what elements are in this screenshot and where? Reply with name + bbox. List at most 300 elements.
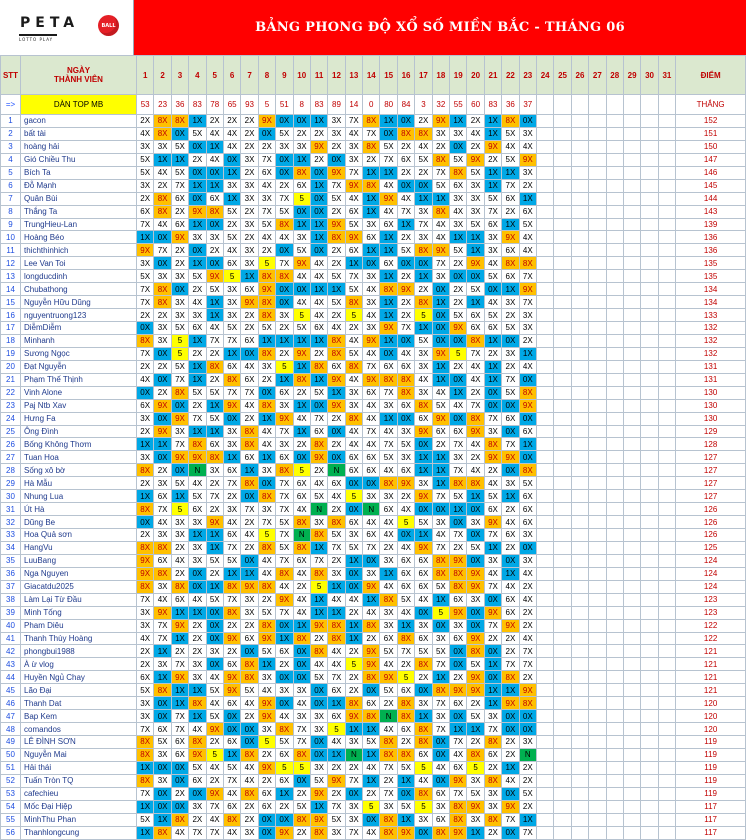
day-result-cell — [536, 412, 553, 425]
day-result-cell — [658, 671, 675, 684]
day-result-cell: 7X — [484, 723, 501, 736]
day-result-cell: 5X — [380, 684, 397, 697]
day-result-cell — [658, 813, 675, 826]
row-stt: 55 — [1, 813, 21, 826]
day-result-cell: 4X — [345, 127, 362, 140]
day-result-cell — [571, 606, 588, 619]
day-result-cell: 4X — [363, 309, 380, 322]
day-result-cell: 2X — [415, 283, 432, 296]
day-result-cell: 4X — [380, 205, 397, 218]
day-result-cell: 2X — [484, 632, 501, 645]
day-result-cell: 4X — [363, 347, 380, 360]
day-result-cell: 0X — [189, 580, 206, 593]
day-result-cell: 4X — [519, 231, 536, 244]
table-row — [1, 619, 746, 632]
day-result-cell: 5 — [345, 309, 362, 322]
day-result-cell: 3X — [380, 800, 397, 813]
member-score: 139 — [676, 218, 746, 231]
day-result-cell: 0X — [154, 761, 171, 774]
day-result-cell: 2X — [502, 503, 519, 516]
day-result-cell: 7X — [380, 386, 397, 399]
row-stt: 4 — [1, 153, 21, 166]
day-result-cell: 6X — [502, 606, 519, 619]
day-result-cell: 0X — [484, 645, 501, 658]
dan-top-result: THẮNG — [676, 95, 746, 115]
day-result-cell: 8X — [345, 296, 362, 309]
day-result-cell: 0X — [432, 619, 449, 632]
day-result-cell — [554, 477, 571, 490]
day-result-cell: 8X — [415, 399, 432, 412]
day-result-cell: 0X — [450, 645, 467, 658]
day-result-cell: 3X — [397, 425, 414, 438]
member-score: 119 — [676, 774, 746, 787]
day-result-cell: 3X — [171, 270, 188, 283]
day-result-cell: 3X — [345, 800, 362, 813]
day-result-cell: 1X — [137, 761, 154, 774]
day-result-cell: 3X — [189, 541, 206, 554]
day-result-cell — [554, 231, 571, 244]
day-result-cell: 1X — [380, 296, 397, 309]
member-name: MinhThu Phan — [21, 813, 137, 826]
member-name: Nhung Lua — [21, 490, 137, 503]
day-result-cell: 8X — [484, 736, 501, 749]
day-result-cell: 6X — [397, 464, 414, 477]
day-result-cell: 2X — [450, 283, 467, 296]
day-result-cell: 6X — [206, 192, 223, 205]
day-result-cell: 1X — [397, 218, 414, 231]
day-result-cell: 8X — [310, 438, 327, 451]
day-result-cell: 1X — [137, 800, 154, 813]
day-result-cell: 0X — [450, 373, 467, 386]
day-result-cell: 1X — [415, 464, 432, 477]
day-result-cell: 3X — [502, 296, 519, 309]
day-result-cell: 2X — [450, 296, 467, 309]
day-result-cell: 2X — [241, 813, 258, 826]
day-result-cell: 4X — [432, 218, 449, 231]
day-result-cell: 8X — [276, 723, 293, 736]
day-result-cell: 3X — [258, 723, 275, 736]
day-result-cell — [554, 761, 571, 774]
day-result-cell: 1X — [380, 270, 397, 283]
day-result-cell: 1X — [450, 386, 467, 399]
member-score: 119 — [676, 736, 746, 749]
day-result-cell: 8X — [276, 270, 293, 283]
day-result-cell: 8X — [154, 205, 171, 218]
day-result-cell: 7X — [432, 257, 449, 270]
day-result-cell: 2X — [484, 826, 501, 839]
day-result-cell: 1X — [171, 697, 188, 710]
member-score: 120 — [676, 697, 746, 710]
day-result-cell: 5 — [450, 347, 467, 360]
day-result-cell: 6X — [363, 386, 380, 399]
day-result-cell — [589, 153, 606, 166]
day-result-cell — [641, 296, 658, 309]
day-result-cell: 2X — [137, 192, 154, 205]
member-name: Paj Ntb Xav — [21, 399, 137, 412]
member-name: Đạt Nguyễn — [21, 360, 137, 373]
member-name: gacon — [21, 115, 137, 128]
day-result-cell: 2X — [137, 477, 154, 490]
day-result-cell: 3X — [450, 127, 467, 140]
day-result-cell: 2X — [154, 360, 171, 373]
day-result-cell: 3X — [484, 787, 501, 800]
day-result-cell — [623, 270, 640, 283]
day-result-cell: 6X — [380, 257, 397, 270]
day-result-cell — [623, 826, 640, 839]
day-result-cell — [554, 800, 571, 813]
day-result-cell: 4X — [293, 697, 310, 710]
day-result-cell: 6X — [276, 748, 293, 761]
member-score: 125 — [676, 541, 746, 554]
day-result-cell: 0X — [310, 748, 327, 761]
day-result-cell: 0X — [519, 412, 536, 425]
day-result-cell: 9X — [223, 684, 240, 697]
day-result-cell — [623, 399, 640, 412]
day-result-cell: 7X — [432, 697, 449, 710]
day-result-cell — [606, 529, 623, 542]
day-result-cell: 4X — [415, 373, 432, 386]
day-result-cell: 0X — [432, 774, 449, 787]
day-result-cell: 1X — [467, 723, 484, 736]
member-name: TrungHieu-Lan — [21, 218, 137, 231]
header-day: 25 — [554, 56, 571, 95]
day-result-cell: 3X — [171, 296, 188, 309]
day-result-cell: 4X — [467, 373, 484, 386]
day-result-cell: 0X — [189, 567, 206, 580]
day-result-cell: 1X — [519, 192, 536, 205]
day-result-cell — [554, 671, 571, 684]
day-result-cell — [571, 360, 588, 373]
member-name: Hà Mẫu — [21, 477, 137, 490]
day-result-cell: 8X — [293, 516, 310, 529]
day-result-cell — [606, 826, 623, 839]
day-result-cell — [554, 684, 571, 697]
day-result-cell — [571, 451, 588, 464]
day-result-cell: 7X — [154, 244, 171, 257]
day-result-cell: 4X — [293, 503, 310, 516]
day-result-cell: 2X — [380, 774, 397, 787]
day-result-cell: 8X — [397, 373, 414, 386]
day-result-cell: 0X — [310, 399, 327, 412]
day-result-cell: 2X — [519, 334, 536, 347]
dan-top-value — [571, 95, 588, 115]
day-result-cell: 3X — [415, 347, 432, 360]
day-result-cell: 1X — [502, 567, 519, 580]
member-name: Nguyễn Mai — [21, 748, 137, 761]
day-result-cell: 3X — [223, 503, 240, 516]
member-name: Minhanh — [21, 334, 137, 347]
day-result-cell: 7X — [223, 541, 240, 554]
day-result-cell — [623, 529, 640, 542]
row-stt: 53 — [1, 787, 21, 800]
day-result-cell: 2X — [310, 153, 327, 166]
day-result-cell: 6X — [223, 658, 240, 671]
row-stt: 24 — [1, 412, 21, 425]
day-result-cell: 9X — [502, 800, 519, 813]
day-result-cell: 3X — [154, 580, 171, 593]
day-result-cell: 5X — [415, 645, 432, 658]
day-result-cell — [623, 166, 640, 179]
table-row — [1, 787, 746, 800]
day-result-cell: 6X — [189, 322, 206, 335]
member-name: cafechieu — [21, 787, 137, 800]
day-result-cell: 2X — [154, 179, 171, 192]
day-result-cell: 3X — [137, 140, 154, 153]
day-result-cell: 9X — [154, 606, 171, 619]
day-result-cell: 8X — [380, 826, 397, 839]
day-result-cell — [554, 347, 571, 360]
day-result-cell: 5X — [258, 606, 275, 619]
day-result-cell: 7X — [519, 296, 536, 309]
day-result-cell: 2X — [450, 360, 467, 373]
day-result-cell: 2X — [519, 606, 536, 619]
table-row — [1, 723, 746, 736]
day-result-cell: 1X — [380, 567, 397, 580]
row-stt: 39 — [1, 606, 21, 619]
day-result-cell: 4X — [397, 192, 414, 205]
day-result-cell: 5X — [397, 593, 414, 606]
day-result-cell: 4X — [206, 697, 223, 710]
day-result-cell: 6X — [397, 153, 414, 166]
day-result-cell: 9X — [502, 231, 519, 244]
day-result-cell: 3X — [467, 774, 484, 787]
day-result-cell: 8X — [258, 580, 275, 593]
day-result-cell — [641, 619, 658, 632]
day-result-cell: 5X — [363, 736, 380, 749]
day-result-cell — [589, 218, 606, 231]
day-result-cell — [554, 322, 571, 335]
day-result-cell: 7X — [137, 347, 154, 360]
day-result-cell: 0X — [415, 826, 432, 839]
day-result-cell: 0X — [467, 270, 484, 283]
dan-top-arrow: => — [1, 95, 21, 115]
day-result-cell: 2X — [397, 270, 414, 283]
day-result-cell: 7X — [171, 438, 188, 451]
day-result-cell: 7X — [137, 787, 154, 800]
day-result-cell — [623, 800, 640, 813]
day-result-cell: 3X — [310, 516, 327, 529]
day-result-cell — [641, 270, 658, 283]
day-result-cell: 2X — [241, 127, 258, 140]
day-result-cell — [623, 115, 640, 128]
member-score: 152 — [676, 115, 746, 128]
day-result-cell — [554, 360, 571, 373]
day-result-cell: 8X — [397, 697, 414, 710]
day-result-cell: 3X — [519, 322, 536, 335]
header-day: 31 — [658, 56, 675, 95]
day-result-cell — [623, 645, 640, 658]
day-result-cell: 2X — [137, 309, 154, 322]
day-result-cell: 1X — [380, 244, 397, 257]
day-result-cell: 8X — [276, 464, 293, 477]
member-score: 130 — [676, 386, 746, 399]
member-name: Lee Van Toi — [21, 257, 137, 270]
day-result-cell: 3X — [432, 800, 449, 813]
day-result-cell: 8X — [415, 127, 432, 140]
day-result-cell: 2X — [137, 360, 154, 373]
day-result-cell: 4X — [293, 270, 310, 283]
day-result-cell: 3X — [310, 723, 327, 736]
day-result-cell: 9X — [258, 283, 275, 296]
day-result-cell: 5X — [310, 490, 327, 503]
day-result-cell: 8X — [363, 671, 380, 684]
day-result-cell: 6X — [415, 748, 432, 761]
day-result-cell: 8X — [293, 748, 310, 761]
day-result-cell: 2X — [310, 464, 327, 477]
day-result-cell: 3X — [328, 826, 345, 839]
day-result-cell: 6X — [484, 748, 501, 761]
day-result-cell: 5 — [397, 516, 414, 529]
day-result-cell: 9X — [328, 373, 345, 386]
member-name: Nguyễn Hữu Dũng — [21, 296, 137, 309]
day-result-cell: 1X — [502, 218, 519, 231]
day-result-cell: 0X — [432, 334, 449, 347]
day-result-cell: 1X — [310, 218, 327, 231]
day-result-cell: 4X — [397, 606, 414, 619]
day-result-cell: 8X — [432, 684, 449, 697]
day-result-cell: 6X — [189, 774, 206, 787]
day-result-cell: 7X — [171, 710, 188, 723]
day-result-cell: 1X — [363, 244, 380, 257]
day-result-cell: 2X — [258, 373, 275, 386]
day-result-cell — [571, 399, 588, 412]
day-result-cell: 8X — [415, 736, 432, 749]
day-result-cell: 8X — [293, 813, 310, 826]
day-result-cell — [554, 736, 571, 749]
header-day: 22 — [502, 56, 519, 95]
day-result-cell — [571, 684, 588, 697]
day-result-cell: 6X — [519, 490, 536, 503]
day-result-cell: 6X — [502, 192, 519, 205]
day-result-cell — [641, 399, 658, 412]
day-result-cell: 8X — [415, 296, 432, 309]
day-result-cell: 0X — [432, 503, 449, 516]
day-result-cell: 2X — [502, 736, 519, 749]
day-result-cell: 9X — [189, 748, 206, 761]
day-result-cell: 5 — [258, 736, 275, 749]
day-result-cell: 8X — [206, 205, 223, 218]
day-result-cell: 0X — [154, 231, 171, 244]
day-result-cell — [606, 736, 623, 749]
day-result-cell: 6X — [345, 464, 362, 477]
day-result-cell: 3X — [519, 309, 536, 322]
day-result-cell: 4X — [206, 813, 223, 826]
day-result-cell — [623, 283, 640, 296]
day-result-cell: 6X — [223, 736, 240, 749]
day-result-cell: 0X — [363, 257, 380, 270]
day-result-cell: 3X — [519, 736, 536, 749]
header-day: 27 — [589, 56, 606, 95]
day-result-cell — [571, 231, 588, 244]
day-result-cell: 8X — [397, 710, 414, 723]
day-result-cell — [589, 529, 606, 542]
day-result-cell: 3X — [189, 309, 206, 322]
day-result-cell: 7X — [484, 205, 501, 218]
day-result-cell: 6X — [519, 516, 536, 529]
day-result-cell — [658, 736, 675, 749]
day-result-cell — [606, 283, 623, 296]
day-result-cell: 2X — [397, 166, 414, 179]
header-member — [21, 56, 137, 95]
day-result-cell: 7X — [223, 386, 240, 399]
day-result-cell: 1X — [206, 309, 223, 322]
day-result-cell: 9X — [450, 606, 467, 619]
day-result-cell: 4X — [363, 412, 380, 425]
day-result-cell: 5X — [502, 322, 519, 335]
day-result-cell: 5X — [397, 438, 414, 451]
day-result-cell — [536, 541, 553, 554]
day-result-cell: 4X — [206, 153, 223, 166]
day-result-cell: 0X — [276, 244, 293, 257]
day-result-cell: 2X — [380, 541, 397, 554]
day-result-cell: 1X — [363, 723, 380, 736]
header-day: 5 — [206, 56, 223, 95]
day-result-cell: 9X — [363, 658, 380, 671]
day-result-cell — [658, 166, 675, 179]
day-result-cell: 9X — [450, 322, 467, 335]
day-result-cell: N — [345, 748, 362, 761]
day-result-cell: 8X — [241, 477, 258, 490]
day-result-cell: 1X — [171, 490, 188, 503]
day-result-cell: 0X — [328, 153, 345, 166]
day-result-cell — [658, 347, 675, 360]
dan-top-value: 84 — [397, 95, 414, 115]
day-result-cell — [606, 503, 623, 516]
day-result-cell: 5X — [137, 270, 154, 283]
day-result-cell — [606, 567, 623, 580]
day-result-cell: 4X — [293, 606, 310, 619]
day-result-cell — [623, 127, 640, 140]
day-result-cell: 8X — [380, 593, 397, 606]
day-result-cell: 7X — [467, 399, 484, 412]
day-result-cell: 8X — [154, 296, 171, 309]
day-result-cell: 1X — [450, 723, 467, 736]
day-result-cell — [571, 438, 588, 451]
page-title: BẢNG PHONG ĐỘ XỔ SỐ MIỀN BẮC - THÁNG 06 — [255, 20, 625, 35]
day-result-cell: 5 — [397, 671, 414, 684]
day-result-cell: 8X — [345, 697, 362, 710]
day-result-cell — [589, 115, 606, 128]
day-result-cell: 4X — [154, 593, 171, 606]
day-result-cell: 8X — [450, 580, 467, 593]
day-result-cell: 3X — [432, 270, 449, 283]
day-result-cell — [554, 580, 571, 593]
day-result-cell: 7X — [450, 529, 467, 542]
day-result-cell: 0X — [206, 218, 223, 231]
day-result-cell: 0X — [519, 373, 536, 386]
day-result-cell: 3X — [397, 451, 414, 464]
day-result-cell: 0X — [415, 438, 432, 451]
day-result-cell: 0X — [467, 503, 484, 516]
day-result-cell: 9X — [310, 140, 327, 153]
day-result-cell: 3X — [484, 231, 501, 244]
day-result-cell: 5X — [380, 645, 397, 658]
day-result-cell: 7X — [450, 787, 467, 800]
day-result-cell: 8X — [380, 813, 397, 826]
day-result-cell: 6X — [154, 723, 171, 736]
day-result-cell — [571, 529, 588, 542]
day-result-cell: 3X — [519, 166, 536, 179]
day-result-cell — [623, 761, 640, 774]
day-result-cell — [658, 503, 675, 516]
day-result-cell: 5X — [137, 813, 154, 826]
day-result-cell: 6X — [223, 529, 240, 542]
day-result-cell: 0X — [397, 412, 414, 425]
day-result-cell: 9X — [171, 619, 188, 632]
day-result-cell: 3X — [189, 516, 206, 529]
day-result-cell: 0X — [241, 347, 258, 360]
day-result-cell: 2X — [206, 503, 223, 516]
